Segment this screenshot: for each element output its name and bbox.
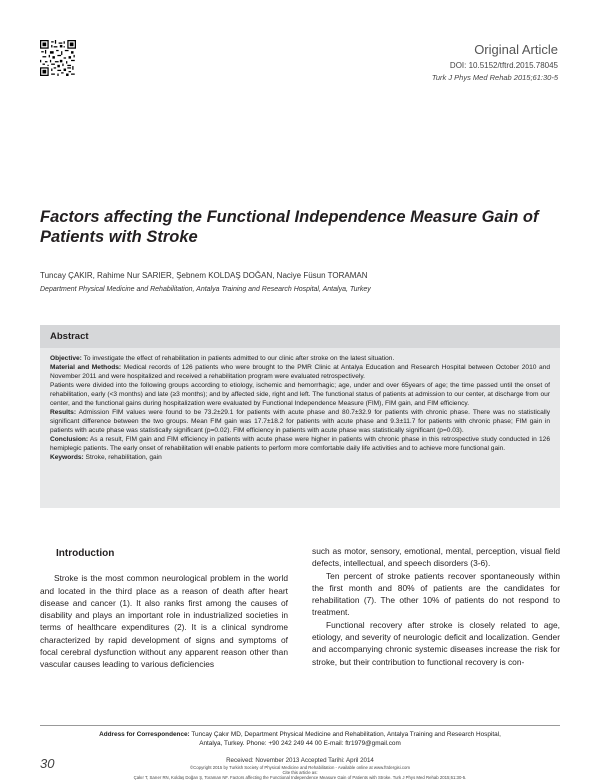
intro-paragraph-3: Functional recovery after stroke is closely related to age, etiology, and severity of neurologic deficit and localization. Gender and accompanying chronic systemic diseases increase the risk for stroke, but their contribution to functional recovery is con- [312, 619, 560, 667]
copyright-notice [60, 765, 540, 781]
affiliation: Department Physical Medicine and Rehabilitation, Antalya Training and Research Hospital, Antalya, Turkey [40, 286, 371, 293]
abstract-box [40, 325, 560, 508]
objective-text: To investigate the effect of rehabilitation in patients admitted to our clinic after stroke on the latest situation. [81, 355, 395, 362]
results-text: Admission FIM values were found to be 73.2±29.1 for patients with acute phase and 80.7±32.9 for patients with chronic phase. There was no statistically significant difference between the two groups. Mean FIM gain was 17.7±18.2 for patients with acute phase and 9.3±11.7 for patients with chronic phase; FIM gain in patients with acute phase was statistically significant (p=0.02). FIM efficiency in patients with acute phase was statistically significant (p=0.03). [50, 409, 550, 434]
qr-code-icon [40, 40, 76, 76]
intro-paragraph-1: Stroke is the most common neurological problem in the world and located in the third place as a reason of death after heart disease and cancer (1). It also ranks first among the causes of disability and plays an important role in industrialized societies in terms of healthcare expenditures (2). It is a clinical syndrome characterized by rapid development of signs and symptoms of focal cerebral dysfunction without any apparent reason other than vascular causes leading to various deficiencies [40, 573, 288, 670]
journal-citation: Turk J Phys Med Rehab 2015;61:30-5 [431, 73, 558, 82]
cite-label: Cite this article as: [282, 770, 318, 776]
keywords-text: Stroke, rehabilitation, gain [83, 454, 162, 461]
section-heading-introduction: Introduction [56, 548, 115, 559]
body-column-right [312, 545, 560, 668]
abstract-conclusion [50, 435, 550, 453]
abstract-methods [50, 363, 550, 381]
methods-label: Material and Methods: [50, 364, 122, 371]
abstract-results [50, 408, 550, 435]
keywords-label: Keywords: [50, 454, 84, 461]
author-list: Tuncay ÇAKIR, Rahime Nur SARIER, Şebnem KOLDAŞ DOĞAN, Naciye Füsun TORAMAN [40, 271, 368, 280]
objective-label: Objective: [50, 355, 82, 362]
copyright-text: ©Copyright 2015 by Turkish Society of Physical Medicine and Rehabilitation - Available online at www.ftrdergisi.com [190, 765, 410, 770]
article-title: Factors affecting the Functional Independence Measure Gain of Patients with Stroke [40, 208, 539, 246]
abstract-heading: Abstract [40, 325, 560, 348]
body-column-left [40, 540, 288, 671]
article-type: Original Article [474, 42, 558, 57]
correspondence-address [90, 731, 510, 748]
page-number: 30 [40, 756, 55, 771]
results-label: Results: [50, 409, 77, 416]
conclusion-label: Conclusion: [50, 436, 89, 443]
cite-text: Çakır T, Sarıer RN, Koldaş Doğan Ş, Toraman NF. Factors affecting the Functional Independence Measure Gain of Patients with Stroke. Turk J Phys Med Rehab 2015;61:30-5. [133, 775, 467, 781]
footer-divider [40, 725, 560, 726]
doi-link[interactable]: DOI: 10.5152/tftrd.2015.78045 [449, 61, 558, 70]
abstract-objective [50, 354, 550, 363]
abstract-body [40, 348, 560, 462]
intro-paragraph-continued: such as motor, sensory, emotional, mental, perception, visual field defects, intellectual, and speech disorders (3-6). [312, 546, 560, 569]
intro-paragraph-2: Ten percent of stroke patients recover spontaneously within the first month and 80% of patients are the candidates for rehabilitation (7). The other 10% of patients do not respond to treatment. [312, 570, 560, 618]
received-dates: Received: November 2013 Accepted Tarihi: April 2014 [226, 757, 374, 764]
abstract-keywords [50, 453, 550, 462]
correspondence-text: Tuncay Çakır MD, Department Physical Medicine and Rehabilitation, Antalya Training and Research Hospital, Antalya, Turkey. Phone: +90 242 249 44 00 E-mail: ftr1979@gmail.com [189, 731, 501, 747]
correspondence-label: Address for Correspondence: [99, 731, 190, 738]
abstract-methods-2: Patients were divided into the following groups according to etiology, ischemic and hemorrhagic; age, under and over 65years of age; the time passed until the onset of rehabilitation, early (<3 months) and late (≥3 months); and by affected side, right and left. The functional status of patients at admission to our center, at discharge from our center, and the functional gains during hospitalization were evaluated by Functional Independence Measure (FIM), FIM gain, and FIM efficiency. [50, 382, 550, 407]
methods-text: Medical records of 126 patients who were brought to the PMR Clinic at Antalya Education and Research Hospital between October 2010 and November 2011 and were hospitalized and received a rehabilitation program were evaluated retrospectively. [50, 364, 551, 380]
conclusion-text: As a result, FIM gain and FIM efficiency in patients with acute phase were higher in patients with chronic phase in this retrospective study conducted in 126 hemiplegic patients. The early onset of rehabilitation will enable patients to perform more comfortable daily life activities and to achieve more functional gain. [50, 436, 550, 452]
